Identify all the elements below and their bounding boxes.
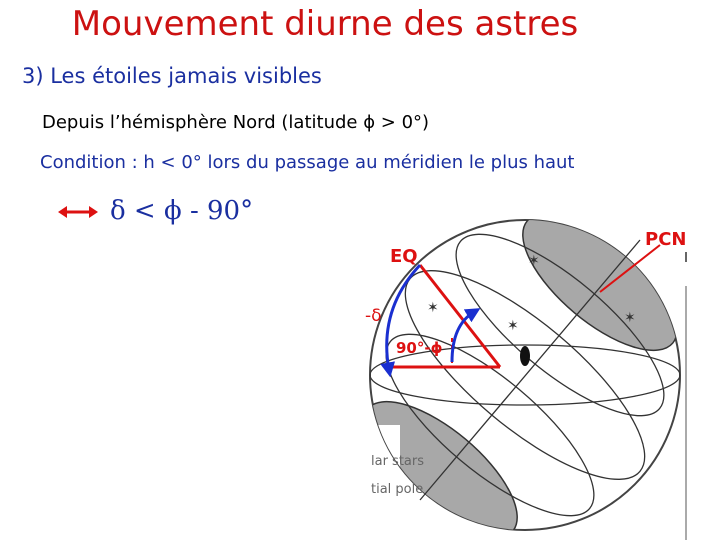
condition-formula: δ < ϕ - 90° <box>110 196 254 226</box>
equator-label: EQ <box>390 246 418 267</box>
minus-delta-label: -δ <box>365 306 382 326</box>
cropped-caption-2: tial pole <box>371 482 424 497</box>
star-icon: ✶ <box>624 310 636 326</box>
hemisphere-statement: Depuis l’hémisphère Nord (latitude ϕ > 0°) <box>42 112 430 133</box>
colatitude-label: 90°-ϕ <box>396 339 443 357</box>
observer-icon <box>520 346 530 366</box>
page-title: Mouvement diurne des astres <box>71 4 579 44</box>
condition-statement: Condition : h < 0° lors du passage au méridien le plus haut <box>40 152 575 173</box>
star-icon: ✶ <box>507 318 519 334</box>
star-icon: ✶ <box>528 253 540 269</box>
star-icon: ✶ <box>427 300 439 316</box>
cropped-caption-1: lar stars <box>371 454 425 469</box>
pcn-label: PCN <box>645 229 687 250</box>
section-subtitle: 3) Les étoiles jamais visibles <box>22 64 322 88</box>
